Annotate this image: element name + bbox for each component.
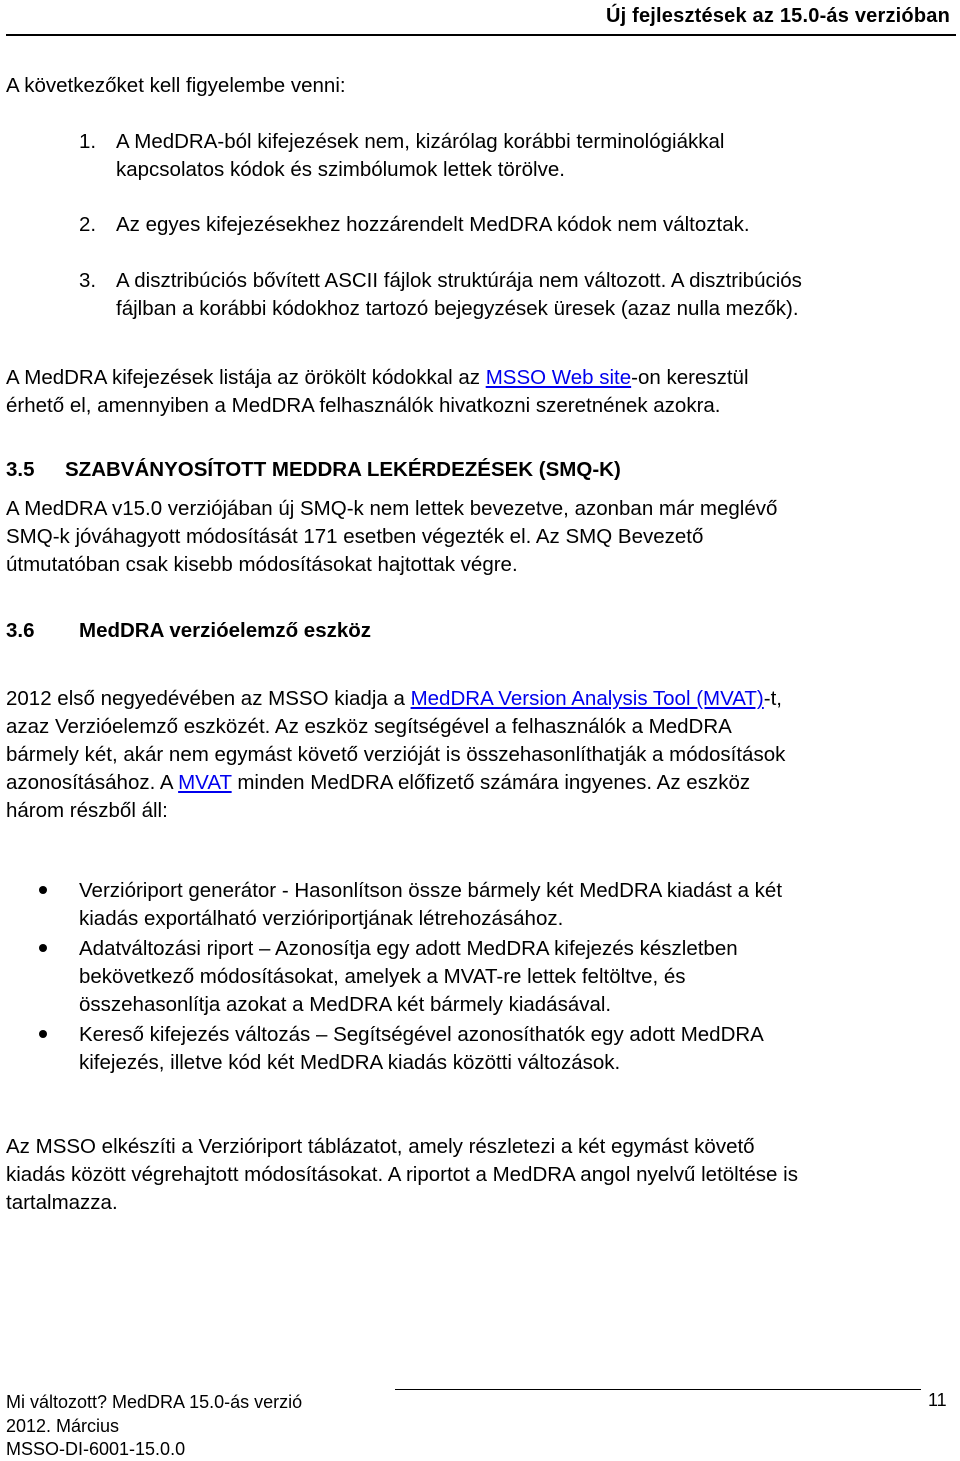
list-item-3-line-2: fájlban a korábbi kódokhoz tartozó bejegyzések üresek (azaz nulla mezők). <box>116 297 799 320</box>
footer-date: 2012. Március <box>6 1416 120 1436</box>
footer-document-id: MSSO-DI-6001-15.0.0 <box>6 1439 186 1459</box>
bullet-1-line-1: Verzióriport generátor - Hasonlítson össze bármely két MedDRA kiadást a két <box>79 879 783 902</box>
section-3-6-line-3: bármely két, akár nem egymást követő verzióját is összehasonlíthatják a módosítások <box>6 743 786 766</box>
section-3-5-line-2: SMQ-k jóváhagyott módosítását 171 esetben végezték el. Az SMQ Bevezető <box>6 525 704 548</box>
bullet-dot-3 <box>39 1030 47 1038</box>
page-number: 11 <box>928 1390 947 1410</box>
section-3-6-line-1: 2012 első negyedévében az MSSO kiadja a MedDRA Version Analysis Tool (MVAT)-t, <box>6 687 782 710</box>
list-item-1-line-1: A MedDRA-ból kifejezések nem, kizárólag korábbi terminológiákkal <box>116 130 725 153</box>
bullet-3-line-2: kifejezés, illetve kód két MedDRA kiadás közötti változások. <box>79 1051 621 1074</box>
footer-document-title: Mi változott? MedDRA 15.0-ás verzió <box>6 1392 303 1412</box>
section-3-5-line-1: A MedDRA v15.0 verziójában új SMQ-k nem lettek bevezetve, azonban már meglévő <box>6 497 778 520</box>
bullet-2-line-1: Adatváltozási riport – Azonosítja egy adott MedDRA kifejezés készletben <box>79 937 738 960</box>
bullet-2-line-2: bekövetkező módosításokat, amelyek a MVAT-re lettek feltöltve, és <box>79 965 686 988</box>
list-number-3: 3. <box>79 269 97 292</box>
section-3-5-line-3: útmutatóban csak kisebb módosításokat hajtottak végre. <box>6 553 518 576</box>
header-rule <box>6 34 956 36</box>
footer-rule <box>395 1389 921 1390</box>
bullet-1-line-2: kiadás exportálható verzióriportjának létrehozásához. <box>79 907 564 930</box>
section-3-6-line-5: három részből áll: <box>6 799 168 822</box>
section-3-6-line-4: azonosításához. A MVAT minden MedDRA előfizető számára ingyenes. Az eszköz <box>6 771 751 794</box>
legacy-paragraph-line-1: A MedDRA kifejezések listája az örökölt kódokkal az MSSO Web site-on keresztül <box>6 366 749 389</box>
page-header-title: Új fejlesztések az 15.0-ás verzióban <box>605 5 950 27</box>
msso-web-site-link[interactable]: MSSO Web site <box>485 366 632 389</box>
mvat-link[interactable]: MVAT <box>178 771 232 794</box>
closing-line-3: tartalmazza. <box>6 1191 118 1214</box>
intro-text: A következőket kell figyelembe venni: <box>6 74 346 97</box>
bullet-dot-1 <box>39 886 47 894</box>
bullet-dot-2 <box>39 944 47 952</box>
section-3-5-number: 3.5 <box>6 458 35 481</box>
section-3-5-heading: SZABVÁNYOSÍTOTT MEDDRA LEKÉRDEZÉSEK (SMQ-K) <box>65 458 621 481</box>
section-3-6-number: 3.6 <box>6 619 35 642</box>
closing-line-2: kiadás között végrehajtott módosításokat. A riportot a MedDRA angol nyelvű letöltése is <box>6 1163 798 1186</box>
mvat-tool-link[interactable]: MedDRA Version Analysis Tool (MVAT) <box>410 687 764 710</box>
section-3-6-heading: MedDRA verzióelemző eszköz <box>79 619 372 642</box>
list-item-3-line-1: A disztribúciós bővített ASCII fájlok struktúrája nem változott. A disztribúciós <box>116 269 802 292</box>
list-number-2: 2. <box>79 213 97 236</box>
bullet-2-line-3: összehasonlítja azokat a MedDRA két bármely kiadásával. <box>79 993 612 1016</box>
list-item-1-line-2: kapcsolatos kódok és szimbólumok lettek törölve. <box>116 158 565 181</box>
legacy-paragraph-line-2: érhető el, amennyiben a MedDRA felhasználók hivatkozni szeretnének azokra. <box>6 394 721 417</box>
closing-line-1: Az MSSO elkészíti a Verzióriport táblázatot, amely részletezi a két egymást követő <box>6 1135 755 1158</box>
list-number-1: 1. <box>79 130 97 153</box>
bullet-3-line-1: Kereső kifejezés változás – Segítségével azonosíthatók egy adott MedDRA <box>79 1023 764 1046</box>
list-item-2: Az egyes kifejezésekhez hozzárendelt MedDRA kódok nem változtak. <box>116 213 750 236</box>
section-3-6-line-2: azaz Verzióelemző eszközét. Az eszköz segítségével a felhasználók a MedDRA <box>6 715 732 738</box>
